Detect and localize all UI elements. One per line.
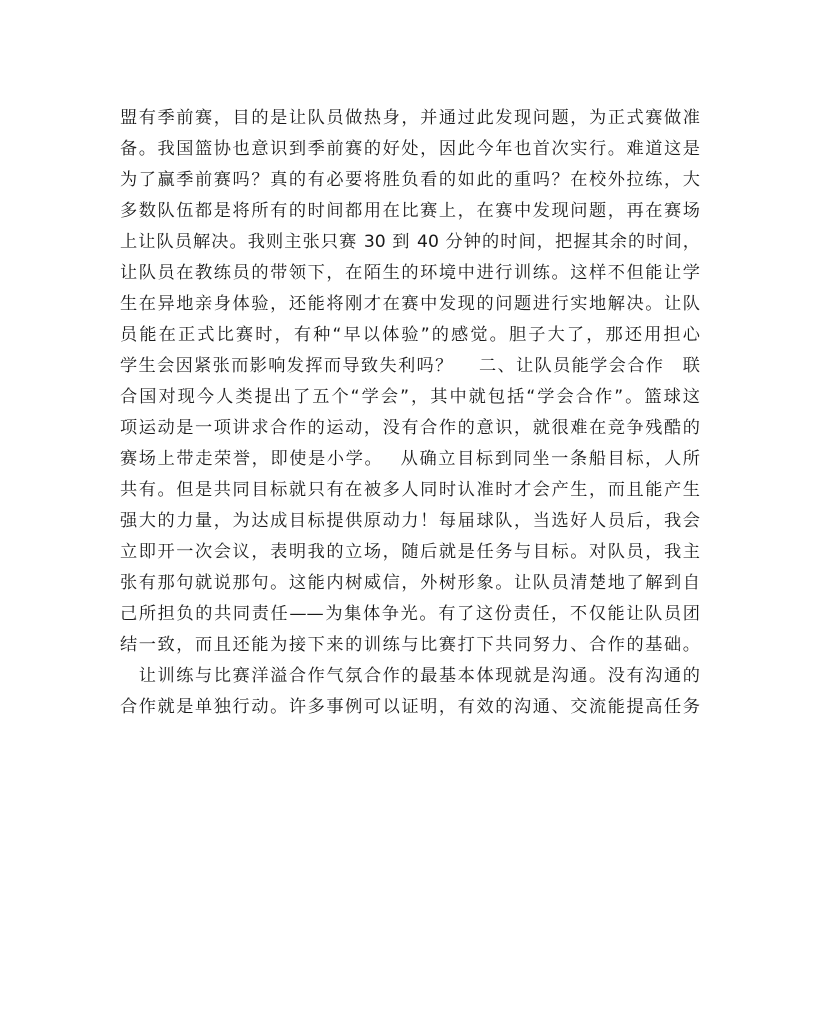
text-line-10: 合国对现今人类提出了五个“学会”，其中就包括“学会合作”。篮球这 [120,387,700,407]
text-line-19: 让训练与比赛洋溢合作气氛合作的最基本体现就是沟通。没有沟通的 [120,666,700,686]
text-line-1: 盟有季前赛，目的是让队员做热身，并通过此发现问题，为正式赛做准 [120,108,700,128]
text-line-4: 多数队伍都是将所有的时间都用在比赛上，在赛中发现问题，再在赛场 [120,201,700,221]
text-line-2: 备。我国篮协也意识到季前赛的好处，因此今年也首次实行。难道这是 [120,139,700,159]
text-line-12: 赛场上带走荣誉，即使是小学。 从确立目标到同坐一条船目标，人所 [120,449,700,469]
text-line-15: 立即开一次会议，表明我的立场，随后就是任务与目标。对队员，我主 [120,542,700,562]
text-line-13: 共有。但是共同目标就只有在被多人同时认准时才会产生，而且能产生 [120,480,700,500]
text-line-11: 项运动是一项讲求合作的运动，没有合作的意识，就很难在竞争残酷的 [120,418,700,438]
text-line-9: 学生会因紧张而影响发挥而导致失利吗？ 二、让队员能学会合作 联 [120,356,700,376]
text-line-17: 己所担负的共同责任——为集体争光。有了这份责任，不仅能让队员团 [120,604,700,624]
text-line-16: 张有那句就说那句。这能内树威信，外树形象。让队员清楚地了解到自 [120,573,700,593]
text-line-3: 为了赢季前赛吗？真的有必要将胜负看的如此的重吗？在校外拉练，大 [120,170,700,190]
text-line-8: 员能在正式比赛时，有种“早以体验”的感觉。胆子大了，那还用担心 [120,325,700,345]
text-line-6: 让队员在教练员的带领下，在陌生的环境中进行训练。这样不但能让学 [120,263,700,283]
text-line-14: 强大的力量，为达成目标提供原动力！每届球队，当选好人员后，我会 [120,511,700,531]
text-line-7: 生在异地亲身体验，还能将刚才在赛中发现的问题进行实地解决。让队 [120,294,700,314]
document-body [120,103,700,723]
text-line-18: 结一致，而且还能为接下来的训练与比赛打下共同努力、合作的基础。 [120,635,700,655]
text-line-5: 上让队员解决。我则主张只赛 30 到 40 分钟的时间，把握其余的时间， [120,232,700,252]
text-line-20: 合作就是单独行动。许多事例可以证明，有效的沟通、交流能提高任务 [120,697,700,717]
